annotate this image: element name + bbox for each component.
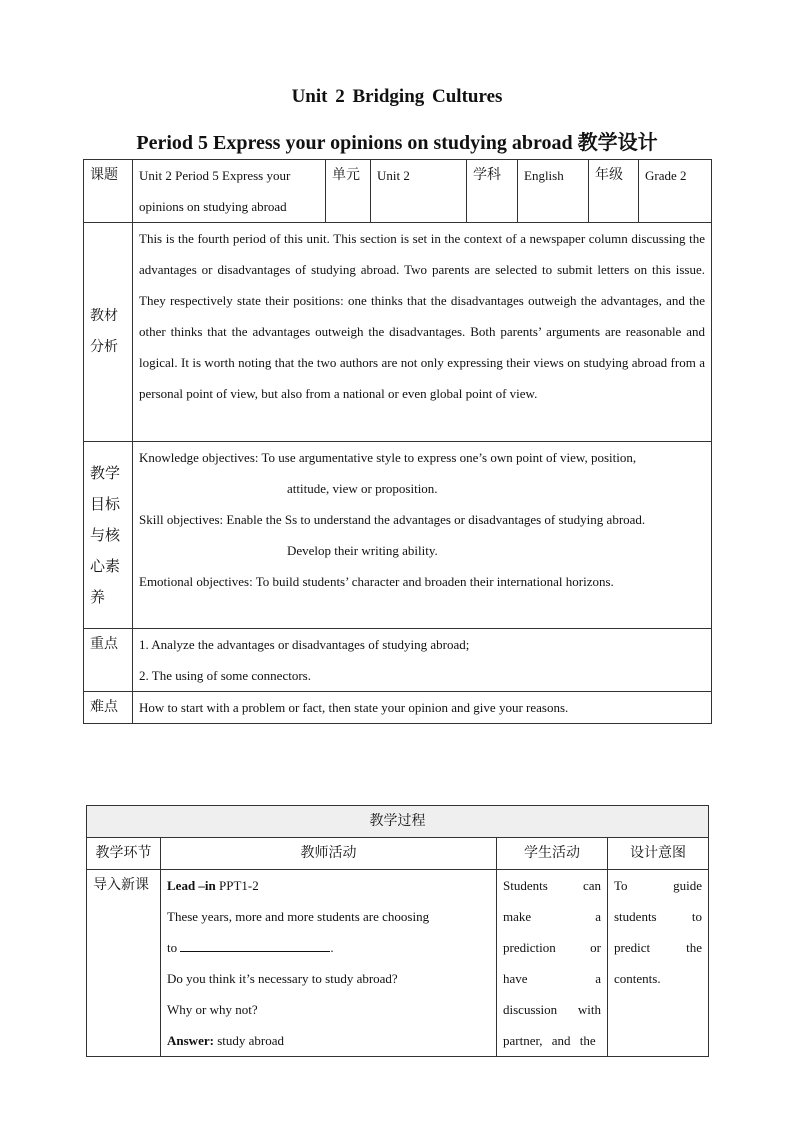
label-unit: 单元 (326, 160, 371, 223)
label-difficult-points: 难点 (84, 692, 133, 724)
teacher-line-4: Why or why not? (167, 1002, 258, 1017)
key-point-1: 1. Analyze the advantages or disadvantages of studying abroad; (139, 637, 470, 652)
unit-value: Unit 2 (371, 160, 467, 223)
objectives (133, 442, 712, 629)
label-grade: 年级 (589, 160, 639, 223)
answer-text: study abroad (213, 1033, 284, 1048)
grade-value: Grade 2 (639, 160, 712, 223)
col-design-intent: 设计意图 (608, 838, 709, 870)
col-stage: 教学环节 (87, 838, 161, 870)
stage-lead-in: 导入新课 (87, 870, 161, 1057)
lead-in-label: Lead –in (167, 878, 216, 893)
answer-label: Answer: (167, 1033, 214, 1048)
fill-blank (180, 939, 330, 952)
answer-line (167, 1025, 490, 1056)
student-activity: Students can make a prediction or have a discussion with partner, and the (497, 870, 608, 1057)
label-objectives: 教学目标与核心素养 (84, 442, 133, 629)
teacher-line-1: These years, more and more students are choosing (167, 909, 430, 924)
lead-in-ppt: PPT1-2 (215, 878, 259, 893)
teaching-process-table (86, 805, 709, 1057)
col-student-activity: 学生活动 (497, 838, 608, 870)
teacher-activity (161, 870, 497, 1057)
objective-knowledge-cont: attitude, view or proposition. (287, 481, 438, 496)
difficult-points: How to start with a problem or fact, then state your opinion and give your reasons. (133, 692, 712, 724)
lead-in-line (167, 870, 490, 901)
lesson-info-table (83, 159, 712, 724)
teacher-line-2-text: to (167, 940, 178, 955)
objective-skill-cont: Develop their writing ability. (287, 543, 438, 558)
objective-knowledge: Knowledge objectives: To use argumentative style to express one’s own point of view, position, (139, 450, 637, 465)
design-intent: To guide students to predict the contents. (608, 870, 709, 1057)
col-teacher-activity: 教师活动 (161, 838, 497, 870)
title-line-2: Period 5 Express your opinions on studying abroad 教学设计 (136, 132, 658, 154)
label-subject: 学科 (467, 160, 518, 223)
key-point-2: 2. The using of some connectors. (139, 668, 311, 683)
key-points (133, 629, 712, 692)
title-line-1: Unit 2 Bridging Cultures (291, 86, 503, 107)
label-material-analysis: 教材分析 (84, 223, 133, 442)
objective-emotional: Emotional objectives: To build students’ character and broaden their international horizons. (139, 574, 614, 589)
teacher-line-2: to . (167, 940, 334, 955)
objective-skill: Skill objectives: Enable the Ss to understand the advantages or disadvantages of studying abroad. (139, 512, 646, 527)
label-key-points: 重点 (84, 629, 133, 692)
label-topic: 课题 (84, 160, 133, 223)
material-analysis: This is the fourth period of this unit. This section is set in the context of a newspaper column discussing the advantages or disadvantages of studying abroad. Two parents are selected to submit letters on this issue. They respectively state their positions: one thinks that the disadvantages outweigh the advantages, and the other thinks that the advantages outweigh the disadvantages. Both parents’ arguments are reasonable and logical. It is worth noting that the two authors are not only expressing their views on studying abroad from a personal point of view, but also from a national or even global point of view. (133, 223, 712, 442)
topic-value: Unit 2 Period 5 Express your opinions on studying abroad (133, 160, 326, 223)
teacher-line-3: Do you think it’s necessary to study abroad? (167, 971, 398, 986)
subject-value: English (518, 160, 589, 223)
process-header: 教学过程 (87, 806, 709, 838)
